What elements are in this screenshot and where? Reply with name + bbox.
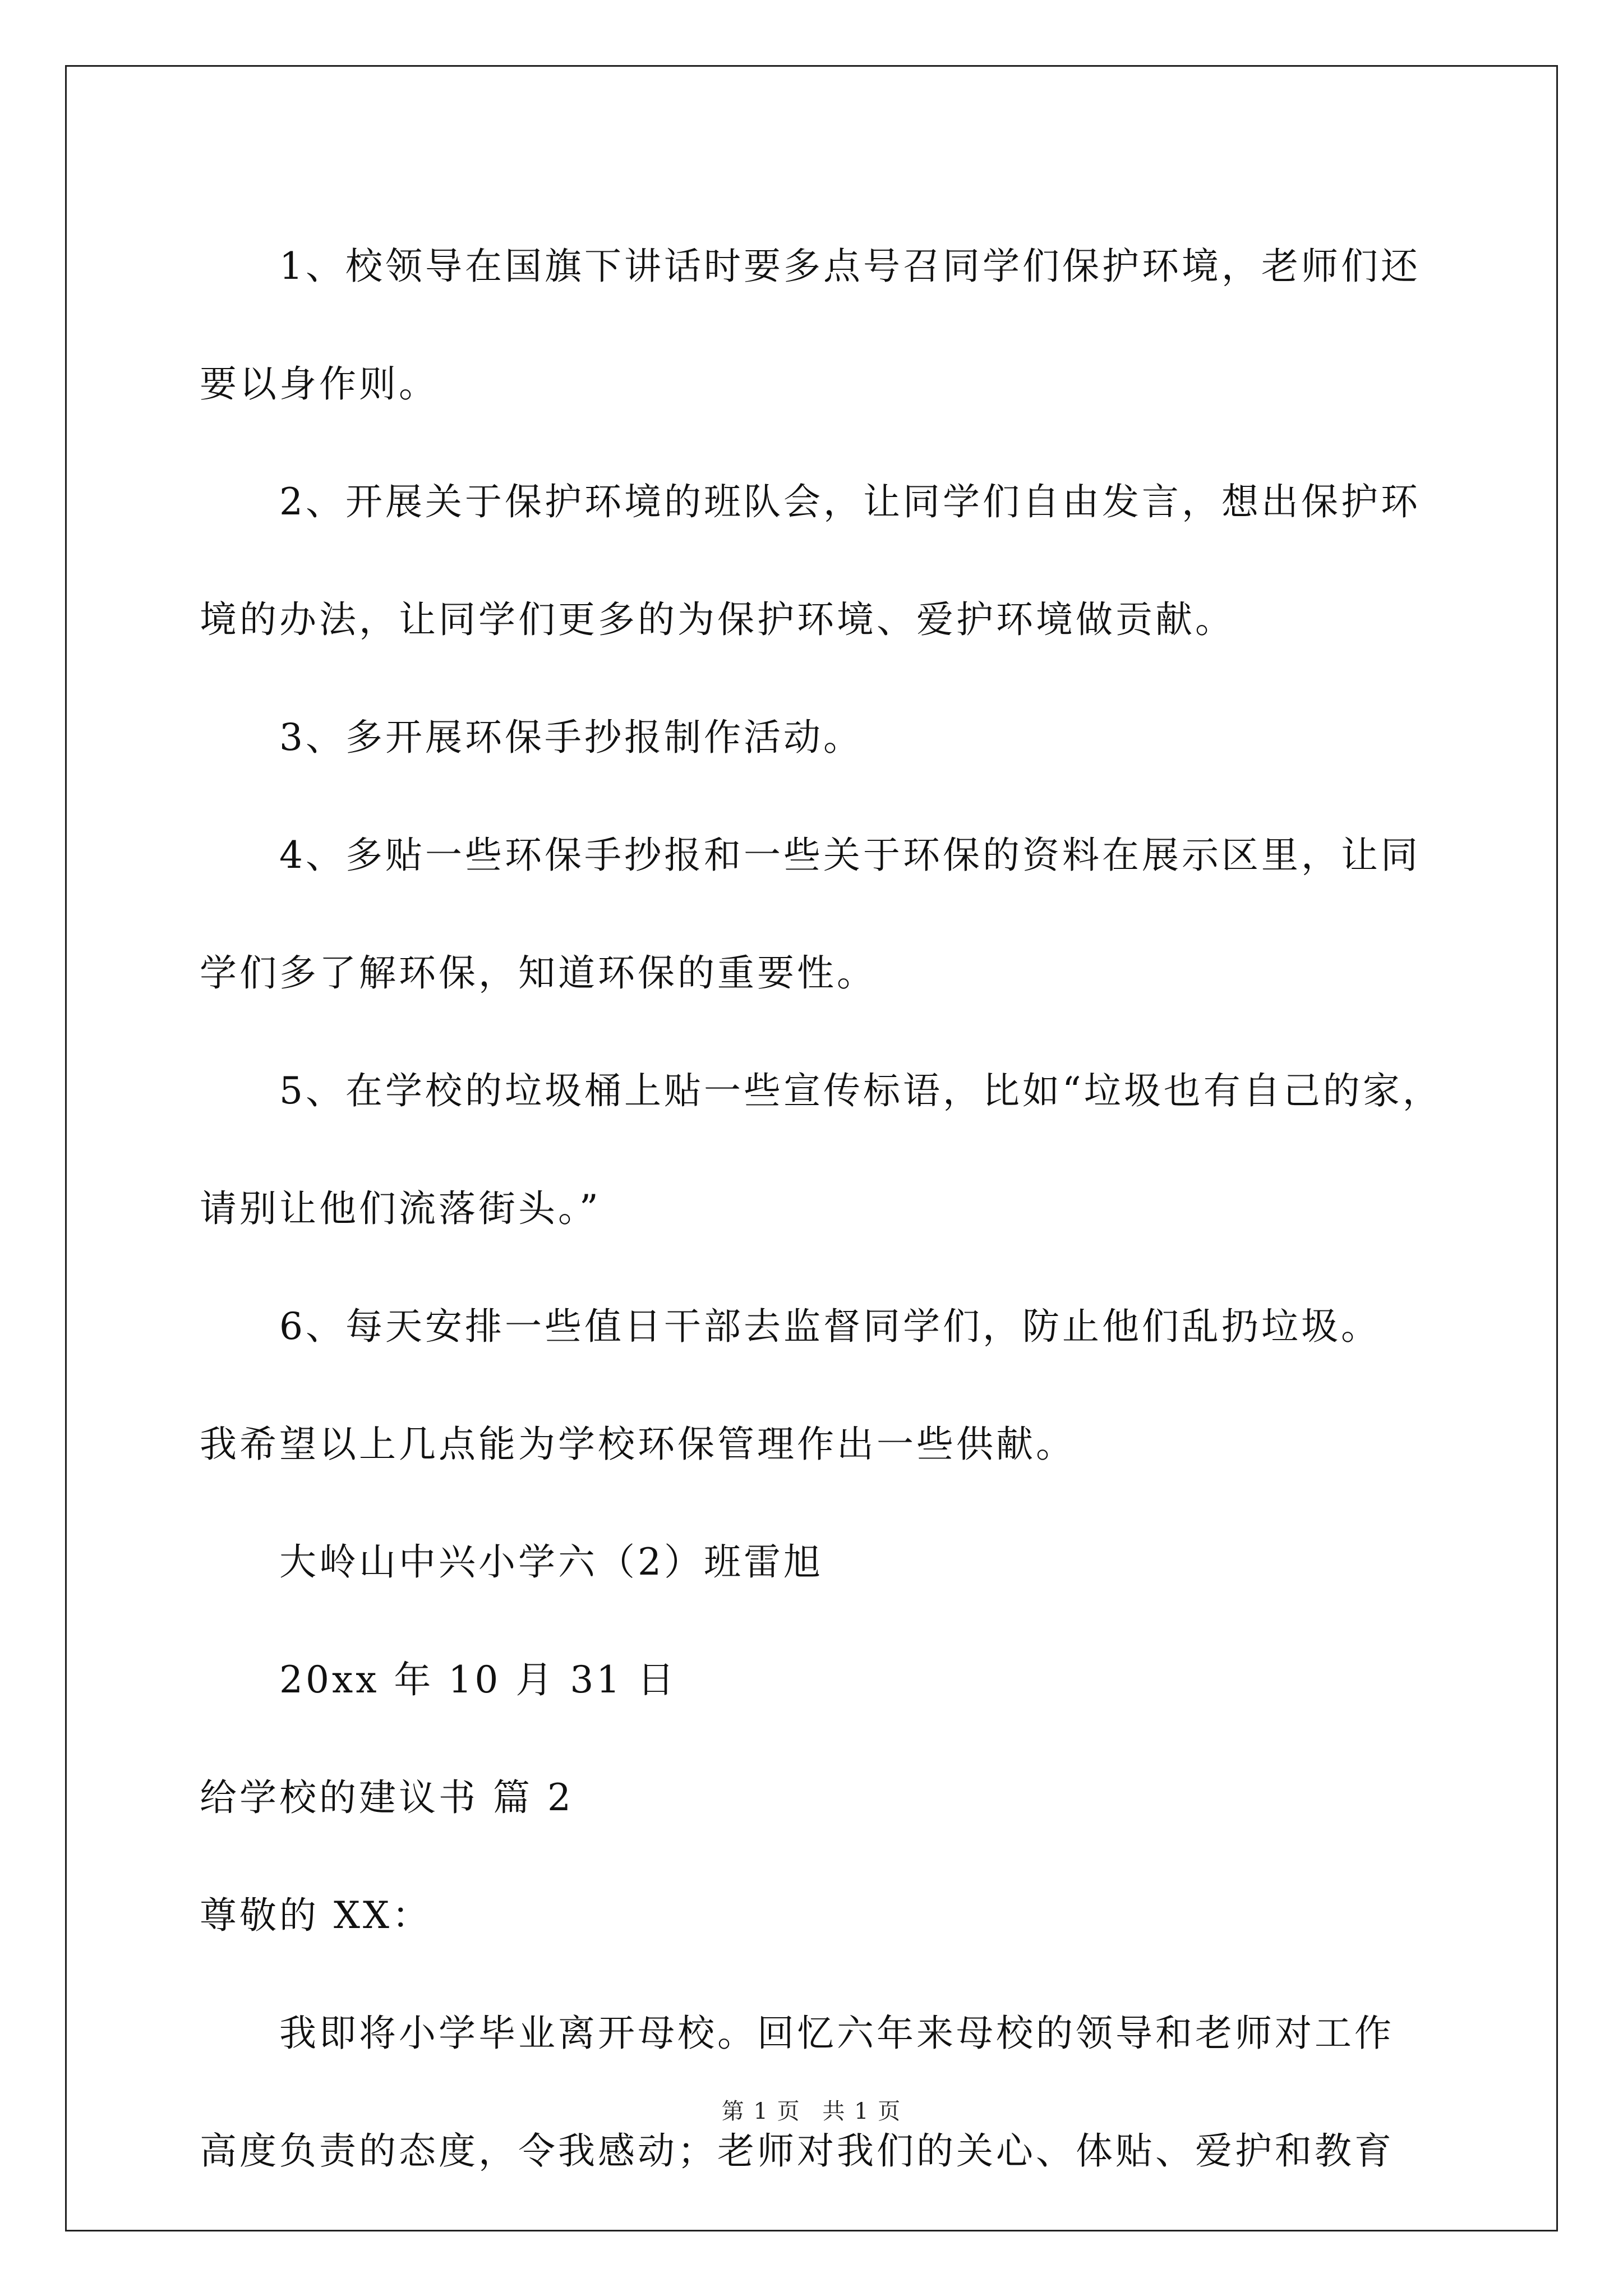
page-footer xyxy=(0,2093,1623,2125)
salutation: 尊敬的 XX： xyxy=(200,1894,432,1937)
paragraph-item-3: 3、多开展环保手抄报制作活动。 xyxy=(279,716,863,759)
section-heading: 给学校的建议书 篇 2 xyxy=(200,1776,574,1819)
paragraph-item-2-cont: 境的办法，让同学们更多的为保护环境、爱护环境做贡献。 xyxy=(200,598,1235,641)
date: 20xx 年 10 月 31 日 xyxy=(279,1658,677,1701)
paragraph-letter-body-cont: 高度负责的态度，令我感动；老师对我们的关心、体贴、爱护和教育 xyxy=(200,2129,1394,2173)
signature: 大岭山中兴小学六（2）班雷旭 xyxy=(279,1540,823,1584)
paragraph-item-2: 2、开展关于保护环境的班队会，让同学们自由发言，想出保护环 xyxy=(279,480,1421,523)
paragraph-item-5-cont: 请别让他们流落街头。” xyxy=(200,1187,601,1230)
page-total: 共 1 页 xyxy=(822,2099,902,2124)
paragraph-item-6: 6、每天安排一些值日干部去监督同学们，防止他们乱扔垃圾。 xyxy=(279,1305,1381,1348)
paragraph-item-1-cont: 要以身作则。 xyxy=(200,362,439,406)
paragraph-closing: 我希望以上几点能为学校环保管理作出一些供献。 xyxy=(200,1423,1076,1466)
paragraph-item-1: 1、校领导在国旗下讲话时要多点号召同学们保护环境，老师们还 xyxy=(279,245,1421,288)
paragraph-item-4-cont: 学们多了解环保，知道环保的重要性。 xyxy=(200,951,877,995)
paragraph-item-4: 4、多贴一些环保手抄报和一些关于环保的资料在展示区里，让同 xyxy=(279,834,1421,877)
paragraph-item-5: 5、在学校的垃圾桶上贴一些宣传标语，比如“垃圾也有自己的家， xyxy=(279,1069,1442,1112)
document-body xyxy=(200,208,1442,2210)
paragraph-letter-body: 我即将小学毕业离开母校。回忆六年来母校的领导和老师对工作 xyxy=(279,2012,1394,2055)
page-number: 第 1 页 xyxy=(721,2099,801,2124)
